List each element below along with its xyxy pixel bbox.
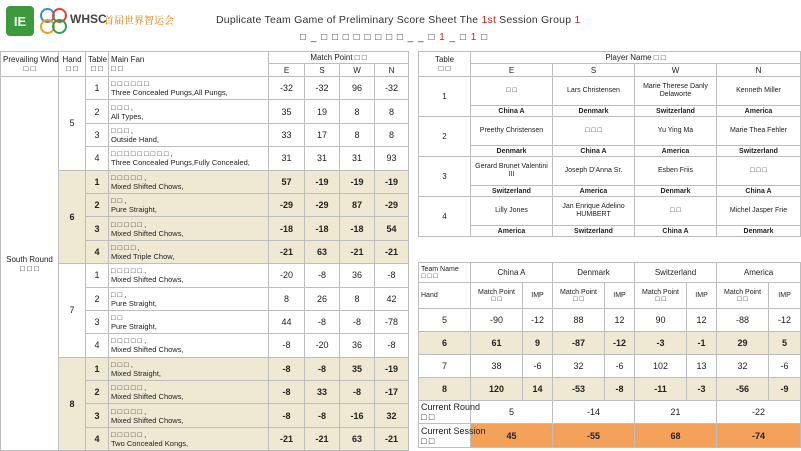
ie-logo — [6, 6, 34, 36]
main-fan-cell: □ □ , Pure Straight, — [109, 287, 269, 310]
score-row — [1, 357, 409, 380]
team-score-cell: 12 — [605, 309, 635, 332]
team-name-0: China A — [471, 263, 553, 283]
team-hand-row — [419, 378, 801, 401]
player-name-s: Joseph D'Anna Sr. — [553, 157, 635, 186]
player-table-number: 2 — [419, 117, 471, 157]
logo-text: WHSC — [70, 12, 107, 26]
player-country-s: Switzerland — [553, 226, 635, 237]
team-score-cell: -3 — [635, 332, 687, 355]
player-name-w: Yu Ying Ma — [635, 117, 717, 146]
match-point-w: 35 — [340, 357, 375, 380]
team-score-cell: 14 — [523, 378, 553, 401]
match-point-s: -8 — [305, 357, 340, 380]
team-score-cell: 9 — [523, 332, 553, 355]
score-row — [1, 264, 409, 287]
team-header-hand: Hand — [419, 283, 471, 309]
team-score-cell: -90 — [471, 309, 523, 332]
team-score-cell: -87 — [553, 332, 605, 355]
page-subtitle: □ _ □ □ □ □ □ □ □ □ _ _ □ 1 _ □ 1 □ — [300, 32, 489, 43]
hand-cell: 6 — [59, 170, 86, 264]
table-cell: 3 — [86, 310, 109, 333]
match-point-w: -18 — [340, 217, 375, 240]
match-point-w: -21 — [340, 240, 375, 263]
team-score-cell: -6 — [605, 355, 635, 378]
team-name-3: America — [717, 263, 801, 283]
table-cell: 2 — [86, 100, 109, 123]
match-point-s: 31 — [305, 147, 340, 170]
match-point-s: 19 — [305, 100, 340, 123]
player-header-w: W — [635, 64, 717, 77]
team-score-cell: 5 — [769, 332, 801, 355]
player-name-s: □ □ □ — [553, 117, 635, 146]
team-header-team-name: Team Name □ □ □ — [419, 263, 471, 283]
table-cell: 1 — [86, 77, 109, 100]
player-country-n: Switzerland — [717, 146, 801, 157]
team-score-cell: 32 — [717, 355, 769, 378]
match-point-w: 63 — [340, 427, 375, 450]
match-point-e: -18 — [269, 217, 305, 240]
match-point-s: 33 — [305, 381, 340, 404]
team-hand-row — [419, 332, 801, 355]
team-table — [418, 262, 801, 448]
match-point-s: -32 — [305, 77, 340, 100]
match-point-s: -18 — [305, 217, 340, 240]
main-fan-cell: □ □ □ □ □ □ □ □ □ , Three Concealed Pungs,Fully Concealed, — [109, 147, 269, 170]
player-name-n: Marie Thea Fehler — [717, 117, 801, 146]
current-round-label: Current Round □ □ — [419, 401, 471, 424]
match-point-w: -19 — [340, 170, 375, 193]
player-country-n: America — [717, 106, 801, 117]
match-point-n: -8 — [375, 334, 409, 357]
player-name-n: □ □ □ — [717, 157, 801, 186]
score-table — [0, 51, 409, 451]
player-table-number: 1 — [419, 77, 471, 117]
match-point-n: 8 — [375, 123, 409, 146]
match-point-e: 31 — [269, 147, 305, 170]
player-name-s: Lars Christensen — [553, 77, 635, 106]
main-fan-cell: □ □ □ □ □ , Mixed Shifted Chows, — [109, 217, 269, 240]
match-point-n: -17 — [375, 381, 409, 404]
match-point-w: 8 — [340, 100, 375, 123]
match-point-n: -78 — [375, 310, 409, 333]
team-hand-number: 7 — [419, 355, 471, 378]
table-cell: 1 — [86, 170, 109, 193]
page-header — [0, 0, 800, 46]
player-name-e: □ □ — [471, 77, 553, 106]
team-score-cell: -8 — [605, 378, 635, 401]
team-score-cell: -53 — [553, 378, 605, 401]
player-name-s: Jan Enrique Adelino HUMBERT — [553, 197, 635, 226]
match-point-w: 36 — [340, 334, 375, 357]
team-header-match-point: Match Point □ □ — [717, 283, 769, 309]
player-name-e: Preethy Christensen — [471, 117, 553, 146]
header-table: Table □ □ — [86, 52, 109, 77]
team-score-cell: -9 — [769, 378, 801, 401]
match-point-e: 57 — [269, 170, 305, 193]
player-name-n: Michel Jasper Frie — [717, 197, 801, 226]
main-fan-cell: □ □ □ , Mixed Straight, — [109, 357, 269, 380]
match-point-n: 8 — [375, 100, 409, 123]
team-header-imp: IMP — [769, 283, 801, 309]
team-hand-row — [419, 309, 801, 332]
main-fan-cell: □ □ □ □ , Mixed Triple Chow, — [109, 240, 269, 263]
match-point-e: -8 — [269, 334, 305, 357]
table-cell: 2 — [86, 193, 109, 216]
match-point-e: -8 — [269, 357, 305, 380]
match-point-s: 26 — [305, 287, 340, 310]
current-round-value: -22 — [717, 401, 801, 424]
team-score-cell: -12 — [769, 309, 801, 332]
match-point-n: -32 — [375, 77, 409, 100]
player-row — [419, 197, 801, 226]
match-point-e: -21 — [269, 427, 305, 450]
player-header-name: Player Name □ □ — [471, 52, 801, 64]
match-point-s: -8 — [305, 310, 340, 333]
match-point-n: 32 — [375, 404, 409, 427]
match-point-n: -29 — [375, 193, 409, 216]
player-country-e: Switzerland — [471, 186, 553, 197]
table-cell: 4 — [86, 240, 109, 263]
match-point-s: -21 — [305, 427, 340, 450]
current-session-row — [419, 424, 801, 448]
main-fan-cell: □ □ □ , Outside Hand, — [109, 123, 269, 146]
match-point-w: -8 — [340, 310, 375, 333]
main-fan-cell: □ □ □ □ □ , Mixed Shifted Chows, — [109, 170, 269, 193]
current-session-value: 45 — [471, 424, 553, 448]
team-score-cell: -11 — [635, 378, 687, 401]
team-header-match-point: Match Point □ □ — [553, 283, 605, 309]
match-point-e: -8 — [269, 404, 305, 427]
player-country-w: China A — [635, 226, 717, 237]
match-point-w: 8 — [340, 123, 375, 146]
score-row — [1, 77, 409, 100]
prevailing-wind-cell: South Round □ □ □ — [1, 77, 59, 451]
player-country-s: America — [553, 186, 635, 197]
match-point-s: 63 — [305, 240, 340, 263]
team-hand-number: 8 — [419, 378, 471, 401]
match-point-n: -21 — [375, 240, 409, 263]
ie-logo-text: IE — [13, 13, 27, 29]
player-country-w: America — [635, 146, 717, 157]
match-point-w: -8 — [340, 381, 375, 404]
player-row — [419, 77, 801, 106]
header-w: W — [340, 64, 375, 77]
team-header-match-point: Match Point □ □ — [635, 283, 687, 309]
table-cell: 2 — [86, 381, 109, 404]
logo-cn-text: 首届世界智运会 — [104, 16, 174, 27]
team-score-cell: -6 — [523, 355, 553, 378]
main-fan-cell: □ □ □ , All Types, — [109, 100, 269, 123]
team-header-imp: IMP — [605, 283, 635, 309]
match-point-w: 31 — [340, 147, 375, 170]
main-fan-cell: □ □ □ □ □ , Mixed Shifted Chows, — [109, 404, 269, 427]
match-point-e: 44 — [269, 310, 305, 333]
match-point-e: -8 — [269, 381, 305, 404]
team-score-cell: -1 — [687, 332, 717, 355]
match-point-e: -21 — [269, 240, 305, 263]
table-cell: 4 — [86, 334, 109, 357]
team-score-cell: 120 — [471, 378, 523, 401]
player-name-e: Gerard Brunet Valentini III — [471, 157, 553, 186]
match-point-w: 87 — [340, 193, 375, 216]
match-point-w: -16 — [340, 404, 375, 427]
header-e: E — [269, 64, 305, 77]
match-point-w: 96 — [340, 77, 375, 100]
team-score-cell: 102 — [635, 355, 687, 378]
player-name-n: Kenneth Miller — [717, 77, 801, 106]
match-point-w: 36 — [340, 264, 375, 287]
hand-cell: 8 — [59, 357, 86, 451]
match-point-e: 35 — [269, 100, 305, 123]
header-match-point: Match Point □ □ — [269, 52, 409, 64]
page-title: Duplicate Team Game of Preliminary Score Sheet The 1st Session Group 1 — [216, 14, 581, 26]
score-row — [1, 170, 409, 193]
table-cell: 3 — [86, 404, 109, 427]
player-country-e: Denmark — [471, 146, 553, 157]
team-score-cell: -56 — [717, 378, 769, 401]
match-point-w: 8 — [340, 287, 375, 310]
match-point-e: 33 — [269, 123, 305, 146]
team-score-cell: -6 — [769, 355, 801, 378]
match-point-n: 54 — [375, 217, 409, 240]
match-point-e: -32 — [269, 77, 305, 100]
team-score-cell: 38 — [471, 355, 523, 378]
match-point-s: -20 — [305, 334, 340, 357]
match-point-e: -20 — [269, 264, 305, 287]
player-country-e: America — [471, 226, 553, 237]
player-country-w: Switzerland — [635, 106, 717, 117]
match-point-s: -8 — [305, 264, 340, 287]
team-score-cell: 32 — [553, 355, 605, 378]
match-point-s: -19 — [305, 170, 340, 193]
player-name-w: Esben Friis — [635, 157, 717, 186]
team-hand-number: 5 — [419, 309, 471, 332]
table-cell: 3 — [86, 123, 109, 146]
current-round-value: 5 — [471, 401, 553, 424]
player-country-w: Denmark — [635, 186, 717, 197]
player-country-s: China A — [553, 146, 635, 157]
table-cell: 3 — [86, 217, 109, 240]
table-cell: 4 — [86, 147, 109, 170]
team-header-imp: IMP — [687, 283, 717, 309]
player-table — [418, 51, 801, 237]
team-score-cell: -88 — [717, 309, 769, 332]
team-score-cell: 88 — [553, 309, 605, 332]
header-hand: Hand □ □ — [59, 52, 86, 77]
main-fan-cell: □ □ □ □ □ □ Three Concealed Pungs,All Pungs, — [109, 77, 269, 100]
team-hand-number: 6 — [419, 332, 471, 355]
player-country-n: China A — [717, 186, 801, 197]
team-score-cell: -3 — [687, 378, 717, 401]
match-point-n: -21 — [375, 427, 409, 450]
header-s: S — [305, 64, 340, 77]
player-header-table: Table □ □ — [419, 52, 471, 77]
player-name-w: Marie Therese Danly Delaworte — [635, 77, 717, 106]
current-session-value: 68 — [635, 424, 717, 448]
player-country-n: Denmark — [717, 226, 801, 237]
current-session-value: -55 — [553, 424, 635, 448]
current-session-label: Current Session □ □ — [419, 424, 471, 448]
match-point-n: 93 — [375, 147, 409, 170]
current-round-value: -14 — [553, 401, 635, 424]
team-score-cell: 90 — [635, 309, 687, 332]
team-score-cell: 13 — [687, 355, 717, 378]
player-row — [419, 157, 801, 186]
match-point-n: 42 — [375, 287, 409, 310]
match-point-n: -19 — [375, 170, 409, 193]
match-point-n: -19 — [375, 357, 409, 380]
match-point-e: 8 — [269, 287, 305, 310]
player-table-number: 4 — [419, 197, 471, 237]
player-table-number: 3 — [419, 157, 471, 197]
header-n: N — [375, 64, 409, 77]
match-point-s: 17 — [305, 123, 340, 146]
current-round-value: 21 — [635, 401, 717, 424]
match-point-e: -29 — [269, 193, 305, 216]
match-point-s: -8 — [305, 404, 340, 427]
table-cell: 1 — [86, 357, 109, 380]
header-main-fan: Main Fan □ □ — [109, 52, 269, 77]
current-session-value: -74 — [717, 424, 801, 448]
player-header-s: S — [553, 64, 635, 77]
hand-cell: 7 — [59, 264, 86, 358]
team-score-cell: 61 — [471, 332, 523, 355]
team-score-cell: -12 — [605, 332, 635, 355]
player-header-n: N — [717, 64, 801, 77]
player-row — [419, 117, 801, 146]
player-name-e: Lilly Jones — [471, 197, 553, 226]
player-country-e: China A — [471, 106, 553, 117]
main-fan-cell: □ □ Pure Straight, — [109, 310, 269, 333]
main-fan-cell: □ □ □ □ □ , Two Concealed Kongs, — [109, 427, 269, 450]
header-prevailing-wind: Prevailing Wind □ □ — [1, 52, 59, 77]
player-country-s: Denmark — [553, 106, 635, 117]
team-name-2: Switzerland — [635, 263, 717, 283]
team-score-cell: 29 — [717, 332, 769, 355]
main-fan-cell: □ □ □ □ □ , Mixed Shifted Chows, — [109, 264, 269, 287]
table-cell: 4 — [86, 427, 109, 450]
main-fan-cell: □ □ , Pure Straight, — [109, 193, 269, 216]
player-name-w: □ □ — [635, 197, 717, 226]
team-name-1: Denmark — [553, 263, 635, 283]
main-fan-cell: □ □ □ □ □ , Mixed Shifted Chows, — [109, 381, 269, 404]
team-score-cell: -12 — [523, 309, 553, 332]
player-header-e: E — [471, 64, 553, 77]
main-fan-cell: □ □ □ □ □ , Mixed Shifted Chows, — [109, 334, 269, 357]
table-cell: 2 — [86, 287, 109, 310]
current-round-row — [419, 401, 801, 424]
team-score-cell: 12 — [687, 309, 717, 332]
match-point-n: -8 — [375, 264, 409, 287]
rings-logo-icon — [40, 8, 68, 34]
team-hand-row — [419, 355, 801, 378]
team-header-imp: IMP — [523, 283, 553, 309]
hand-cell: 5 — [59, 77, 86, 171]
table-cell: 1 — [86, 264, 109, 287]
match-point-s: -29 — [305, 193, 340, 216]
team-header-match-point: Match Point □ □ — [471, 283, 523, 309]
